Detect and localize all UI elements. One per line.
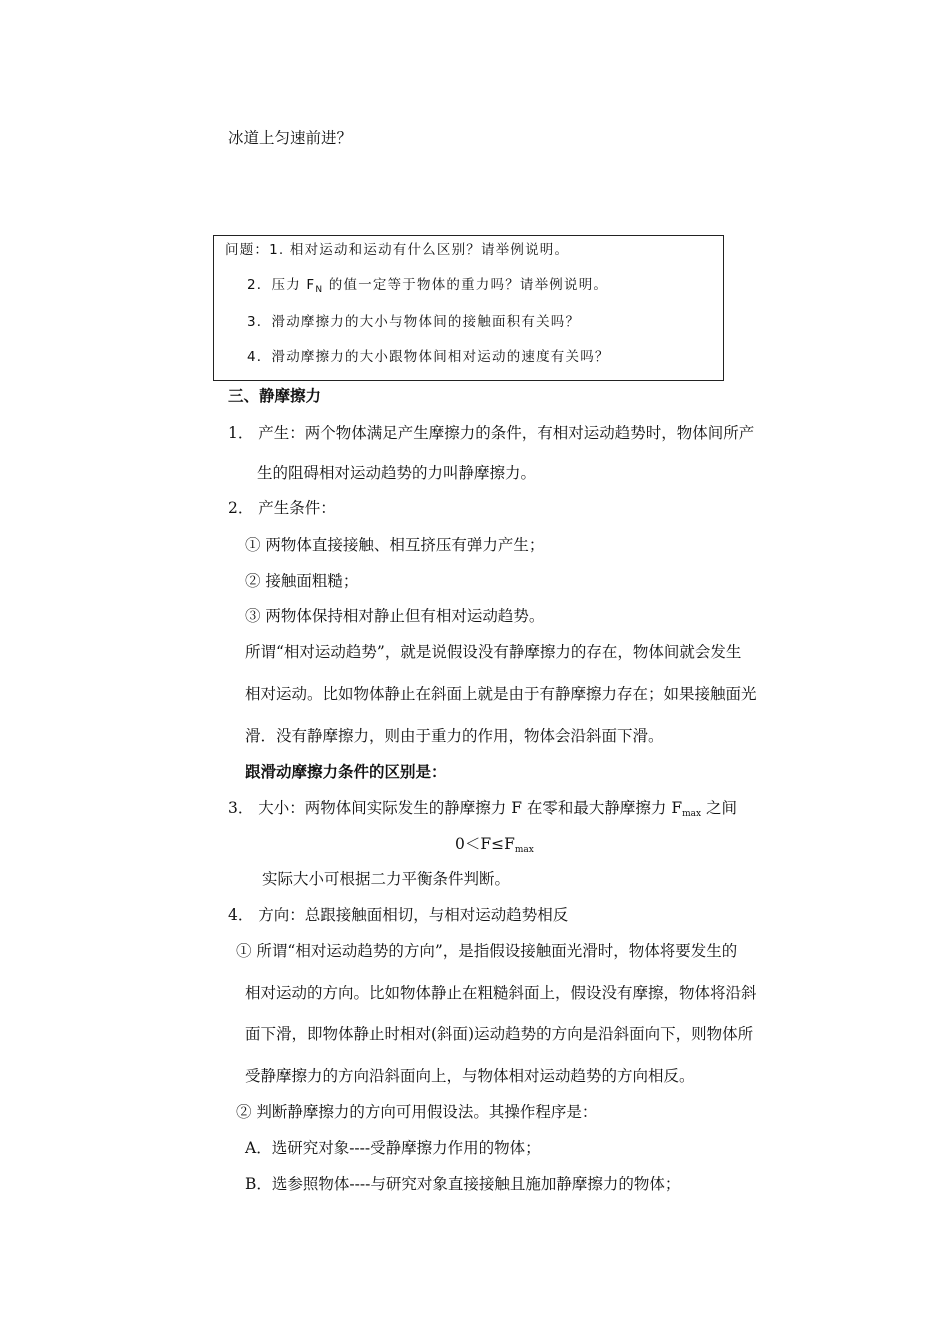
item-3-post: 之间 bbox=[701, 799, 738, 817]
question-2-pre: 2．压力 F bbox=[247, 277, 316, 293]
question-1: 问题：1. 相对运动和运动有什么区别？请举例说明。 bbox=[225, 242, 570, 258]
condition-1: ① 两物体直接接触、相互挤压有弹力产生； bbox=[245, 536, 545, 554]
question-2-post: 的值一定等于物体的重力吗？请举例说明。 bbox=[323, 277, 609, 293]
trend-paragraph-line-3: 滑．没有静摩擦力，则由于重力的作用，物体会沿斜面下滑。 bbox=[245, 727, 664, 745]
formula-sub: max bbox=[514, 845, 534, 855]
trend-paragraph-line-1: 所谓“相对运动趋势”，就是说假设没有静摩擦力的存在，物体间就会发生 bbox=[245, 643, 742, 661]
condition-3: ③ 两物体保持相对静止但有相对运动趋势。 bbox=[245, 607, 545, 625]
step-a: A．选研究对象----受静摩擦力作用的物体； bbox=[245, 1139, 541, 1157]
item-1-line-2: 生的阻碍相对运动趋势的力叫静摩擦力。 bbox=[257, 464, 537, 482]
condition-2: ② 接触面粗糙； bbox=[245, 572, 359, 590]
item-3-sub: max bbox=[682, 809, 702, 819]
difference-heading: 跟滑动摩擦力条件的区别是： bbox=[245, 762, 447, 781]
direction-1-line-2: 相对运动的方向。比如物体静止在粗糙斜面上，假设没有摩擦，物体将沿斜 bbox=[245, 984, 757, 1002]
formula-main: 0＜F≤F bbox=[455, 835, 515, 853]
item-2: 2． 产生条件： bbox=[228, 499, 336, 517]
item-1-line-1: 1． 产生：两个物体满足产生摩擦力的条件，有相对运动趋势时，物体间所产 bbox=[228, 424, 755, 442]
direction-1-line-4: 受静摩擦力的方向沿斜面向上，与物体相对运动趋势的方向相反。 bbox=[245, 1067, 695, 1085]
trend-paragraph-line-2: 相对运动。比如物体静止在斜面上就是由于有静摩擦力存在；如果接触面光 bbox=[245, 685, 757, 703]
section-title: 三、静摩擦力 bbox=[228, 386, 322, 405]
actual-size-note: 实际大小可根据二力平衡条件判断。 bbox=[262, 870, 511, 888]
formula bbox=[455, 834, 534, 860]
intro-line: 冰道上匀速前进？ bbox=[228, 129, 353, 147]
item-3 bbox=[228, 798, 737, 824]
item-3-pre: 3． 大小：两物体间实际发生的静摩擦力 F 在零和最大静摩擦力 F bbox=[228, 799, 683, 817]
direction-2: ② 判断静摩擦力的方向可用假设法。其操作程序是： bbox=[236, 1103, 598, 1121]
direction-1-line-3: 面下滑，即物体静止时相对(斜面)运动趋势的方向是沿斜面向下，则物体所 bbox=[245, 1025, 754, 1043]
question-2-sub: N bbox=[315, 285, 324, 295]
question-4: 4．滑动摩擦力的大小跟物体间相对运动的速度有关吗？ bbox=[247, 349, 610, 365]
questions-box bbox=[213, 235, 724, 381]
direction-1-line-1: ① 所谓“相对运动趋势的方向”，是指假设接触面光滑时，物体将要发生的 bbox=[236, 942, 738, 960]
question-2 bbox=[247, 276, 608, 299]
step-b: B．选参照物体----与研究对象直接接触且施加静摩擦力的物体； bbox=[245, 1175, 681, 1193]
item-4: 4． 方向：总跟接触面相切，与相对运动趋势相反 bbox=[228, 906, 569, 924]
question-3: 3．滑动摩擦力的大小与物体间的接触面积有关吗？ bbox=[247, 314, 581, 330]
